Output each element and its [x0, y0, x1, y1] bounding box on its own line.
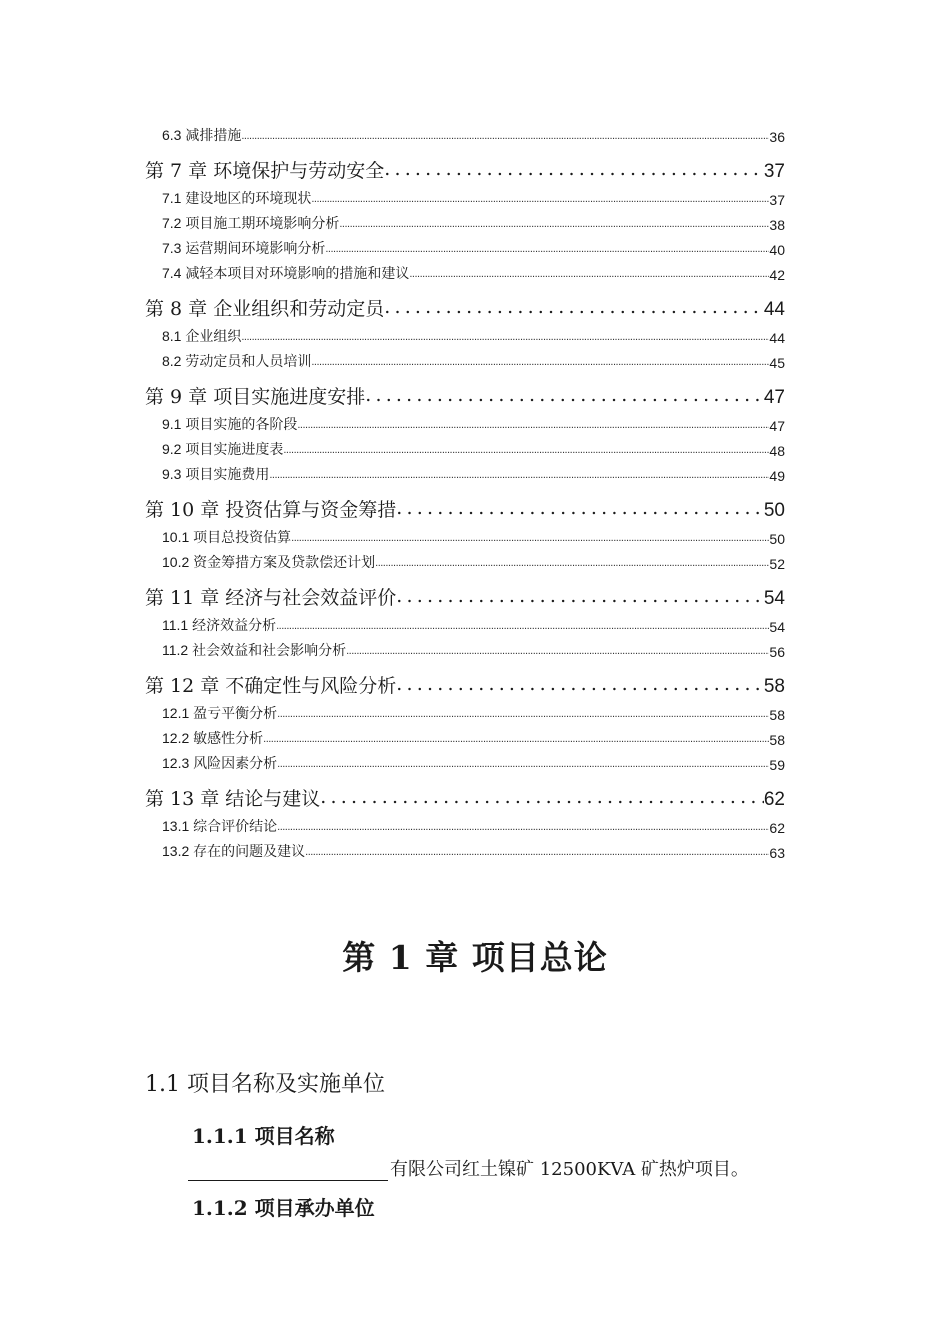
toc-entry-label: 第 12 章 不确定性与风险分析 [145, 675, 397, 697]
toc-entry-page-number: 62 [763, 789, 785, 810]
toc-section-entry[interactable] [145, 610, 785, 635]
toc-entry-page-number: 62 [769, 820, 785, 836]
toc-entry-page-number: 50 [763, 500, 785, 521]
toc-entry-page-number: 44 [763, 299, 785, 320]
toc-entry-label: 12.2 敏感性分析 [162, 730, 264, 746]
toc-leader-dots [297, 419, 769, 431]
fill-in-blank [188, 1160, 388, 1181]
toc-entry-page-number: 58 [769, 732, 785, 748]
toc-section-entry[interactable] [145, 208, 785, 233]
toc-section-entry[interactable] [145, 547, 785, 572]
toc-entry-page-number: 50 [769, 531, 785, 547]
toc-entry-label: 第 7 章 环境保护与劳动安全 [145, 160, 385, 182]
toc-entry-page-number: 54 [769, 619, 785, 635]
toc-leader-dots [375, 557, 769, 569]
toc-leader-dots [384, 158, 764, 180]
toc-section-entry[interactable] [145, 459, 785, 484]
toc-entry-label: 第 11 章 经济与社会效益评价 [145, 587, 397, 609]
toc-entry-label: 10.2 资金筹措方案及贷款偿还计划 [162, 554, 376, 570]
toc-chapter-entry[interactable] [145, 572, 785, 610]
toc-leader-dots [283, 444, 769, 456]
table-of-contents [145, 120, 785, 861]
toc-entry-label: 13.2 存在的问题及建议 [162, 843, 306, 859]
toc-section-entry[interactable] [145, 258, 785, 283]
toc-leader-dots [325, 243, 769, 255]
toc-leader-dots [396, 673, 764, 695]
toc-entry-label: 8.2 劳动定员和人员培训 [162, 353, 312, 369]
toc-section-entry[interactable] [145, 635, 785, 660]
toc-entry-label: 第 8 章 企业组织和劳动定员 [145, 298, 385, 320]
toc-leader-dots [276, 620, 769, 632]
toc-entry-label: 第 13 章 结论与建议 [145, 788, 321, 810]
toc-leader-dots [396, 497, 764, 519]
toc-section-entry[interactable] [145, 434, 785, 459]
chapter-title: 第 1 章 项目总论 [342, 938, 608, 977]
toc-entry-label: 7.4 减轻本项目对环境影响的措施和建议 [162, 265, 410, 281]
toc-leader-dots [384, 296, 764, 318]
subsection-title-organizer: 1.1.2 项目承办单位 [192, 1196, 375, 1220]
toc-entry-page-number: 56 [769, 644, 785, 660]
toc-entry-label: 9.2 项目实施进度表 [162, 441, 284, 457]
toc-entry-page-number: 45 [769, 355, 785, 371]
toc-leader-dots [241, 331, 769, 343]
toc-chapter-entry[interactable] [145, 773, 785, 811]
toc-leader-dots [241, 130, 769, 142]
toc-section-entry[interactable] [145, 120, 785, 145]
toc-section-entry[interactable] [145, 233, 785, 258]
toc-section-entry[interactable] [145, 346, 785, 371]
project-name-paragraph [188, 1155, 749, 1181]
toc-leader-dots [311, 193, 769, 205]
toc-entry-label: 第 9 章 项目实施进度安排 [145, 386, 366, 408]
toc-leader-dots [396, 585, 764, 607]
toc-entry-page-number: 54 [763, 588, 785, 609]
toc-entry-label: 7.1 建设地区的环境现状 [162, 190, 312, 206]
toc-entry-page-number: 49 [769, 468, 785, 484]
toc-leader-dots [291, 532, 769, 544]
toc-leader-dots [305, 846, 769, 858]
toc-entry-page-number: 52 [769, 556, 785, 572]
toc-entry-page-number: 59 [769, 757, 785, 773]
toc-entry-page-number: 44 [769, 330, 785, 346]
toc-entry-page-number: 63 [769, 845, 785, 861]
toc-leader-dots [263, 733, 769, 745]
toc-chapter-entry[interactable] [145, 660, 785, 698]
toc-entry-label: 6.3 减排措施 [162, 127, 242, 143]
toc-entry-page-number: 38 [769, 217, 785, 233]
toc-chapter-entry[interactable] [145, 283, 785, 321]
toc-entry-label: 7.2 项目施工期环境影响分析 [162, 215, 340, 231]
toc-section-entry[interactable] [145, 698, 785, 723]
toc-section-entry[interactable] [145, 811, 785, 836]
toc-leader-dots [277, 708, 769, 720]
toc-leader-dots [320, 786, 764, 808]
toc-section-entry[interactable] [145, 836, 785, 861]
toc-entry-page-number: 58 [769, 707, 785, 723]
toc-section-entry[interactable] [145, 723, 785, 748]
toc-leader-dots [269, 469, 769, 481]
toc-entry-label: 13.1 综合评价结论 [162, 818, 278, 834]
toc-section-entry[interactable] [145, 748, 785, 773]
toc-entry-label: 8.1 企业组织 [162, 328, 242, 344]
toc-entry-page-number: 47 [769, 418, 785, 434]
toc-leader-dots [339, 218, 769, 230]
toc-entry-label: 7.3 运营期间环境影响分析 [162, 240, 326, 256]
toc-entry-label: 9.1 项目实施的各阶段 [162, 416, 298, 432]
toc-entry-label: 12.3 风险因素分析 [162, 755, 278, 771]
toc-entry-page-number: 48 [769, 443, 785, 459]
toc-entry-page-number: 40 [769, 242, 785, 258]
toc-entry-label: 11.1 经济效益分析 [162, 617, 277, 633]
toc-leader-dots [365, 384, 764, 406]
toc-entry-label: 11.2 社会效益和社会影响分析 [162, 642, 347, 658]
toc-entry-page-number: 37 [769, 192, 785, 208]
section-title: 1.1 项目名称及实施单位 [145, 1072, 385, 1097]
subsection-title-name: 1.1.1 项目名称 [192, 1124, 335, 1148]
toc-section-entry[interactable] [145, 409, 785, 434]
toc-section-entry[interactable] [145, 321, 785, 346]
toc-entry-page-number: 47 [763, 387, 785, 408]
toc-entry-page-number: 58 [763, 676, 785, 697]
toc-leader-dots [277, 821, 769, 833]
toc-leader-dots [409, 268, 769, 280]
toc-entry-page-number: 36 [769, 129, 785, 145]
toc-section-entry[interactable] [145, 183, 785, 208]
toc-leader-dots [311, 356, 769, 368]
toc-chapter-entry[interactable] [145, 371, 785, 409]
toc-entry-label: 10.1 项目总投资估算 [162, 529, 292, 545]
toc-leader-dots [277, 758, 769, 770]
toc-chapter-entry[interactable] [145, 145, 785, 183]
toc-chapter-entry[interactable] [145, 484, 785, 522]
toc-entry-page-number: 37 [763, 161, 785, 182]
toc-entry-page-number: 42 [769, 267, 785, 283]
toc-entry-label: 12.1 盈亏平衡分析 [162, 705, 278, 721]
toc-entry-label: 第 10 章 投资估算与资金筹措 [145, 499, 397, 521]
toc-leader-dots [346, 645, 769, 657]
project-name-text: 有限公司红土镍矿 12500KVA 矿热炉项目。 [390, 1159, 749, 1180]
toc-entry-label: 9.3 项目实施费用 [162, 466, 270, 482]
toc-section-entry[interactable] [145, 522, 785, 547]
